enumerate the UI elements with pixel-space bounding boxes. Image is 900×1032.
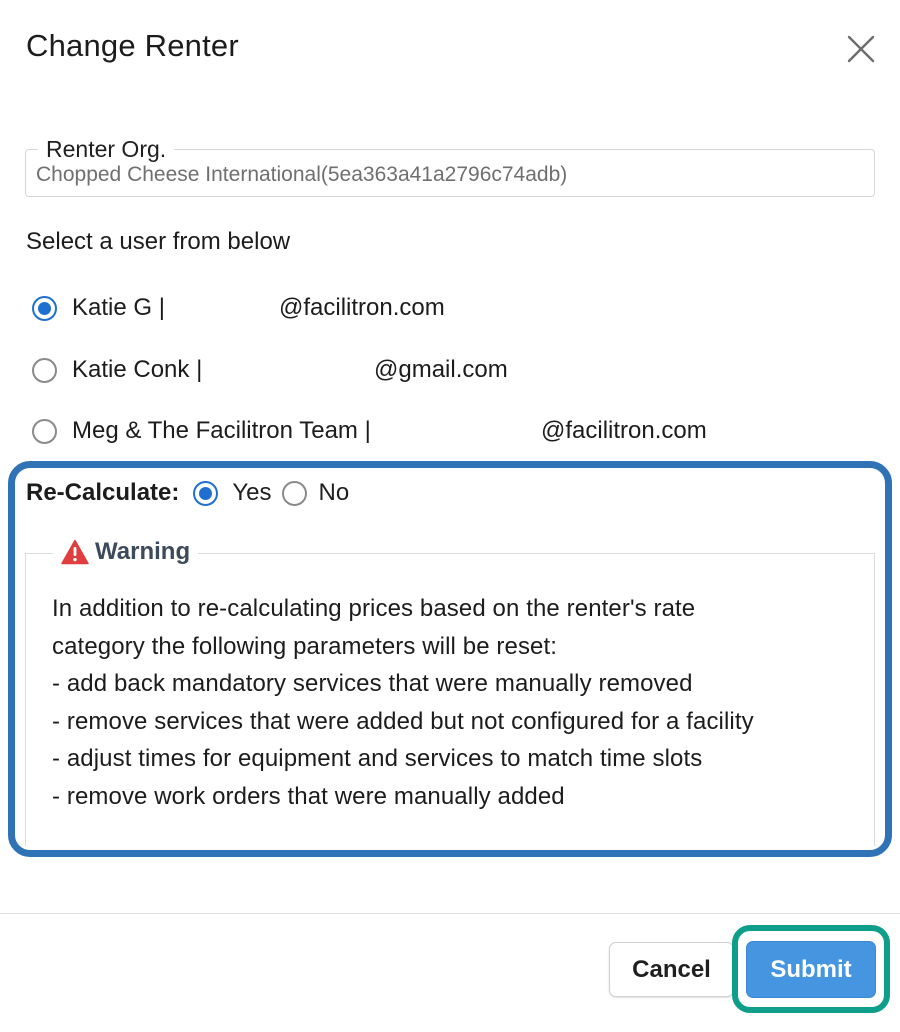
recalculate-row [26,478,349,508]
warning-line: - adjust times for equipment and services to match time slots [52,745,703,773]
warning-line: - add back mandatory services that were manually removed [52,670,693,698]
cancel-button[interactable]: Cancel [609,942,734,997]
recalculate-no-label: No [318,479,350,506]
recalculate-no-radio[interactable] [282,481,307,506]
user-name: Katie Conk | [72,356,203,383]
close-button[interactable] [846,34,876,64]
submit-button[interactable]: Submit [746,941,876,998]
user-option-katie-conk[interactable] [32,355,508,385]
user-option-katie-g[interactable] [32,293,445,323]
user-email: @facilitron.com [541,417,707,444]
renter-org-field[interactable] [25,136,875,197]
footer-divider [0,913,900,914]
warning-header [53,538,198,566]
warning-text [52,590,754,816]
user-radio-katie-conk[interactable] [32,358,57,383]
select-user-label: Select a user from below [26,228,291,255]
warning-line: - remove work orders that were manually added [52,782,565,810]
recalculate-yes-label: Yes [232,479,272,506]
dialog-title: Change Renter [26,28,239,63]
recalculate-yes-radio[interactable] [193,481,218,506]
renter-org-value: Chopped Cheese International(5ea363a41a2796c74adb) [36,163,568,186]
user-name: Katie G | [72,294,165,321]
user-email: @facilitron.com [279,294,445,321]
warning-title: Warning [95,538,191,565]
warning-line: category the following parameters will be reset: [52,632,558,660]
recalculate-yes-option[interactable] [193,479,271,507]
user-radio-katie-g[interactable] [32,296,57,321]
renter-org-legend: Renter Org. [38,136,174,163]
warning-line: - remove services that were added but not configured for a facility [52,707,754,735]
recalculate-label: Re-Calculate: [26,479,180,506]
user-radio-meg-facilitron-team[interactable] [32,419,57,444]
warning-triangle-icon [61,539,89,565]
user-option-meg-facilitron-team[interactable] [32,416,707,446]
close-icon [846,34,876,64]
warning-panel [25,538,875,846]
user-name: Meg & The Facilitron Team | [72,417,371,444]
warning-line: In addition to re-calculating prices based on the renter's rate [52,595,696,622]
recalculate-no-option[interactable] [282,479,350,507]
user-email: @gmail.com [374,356,508,383]
